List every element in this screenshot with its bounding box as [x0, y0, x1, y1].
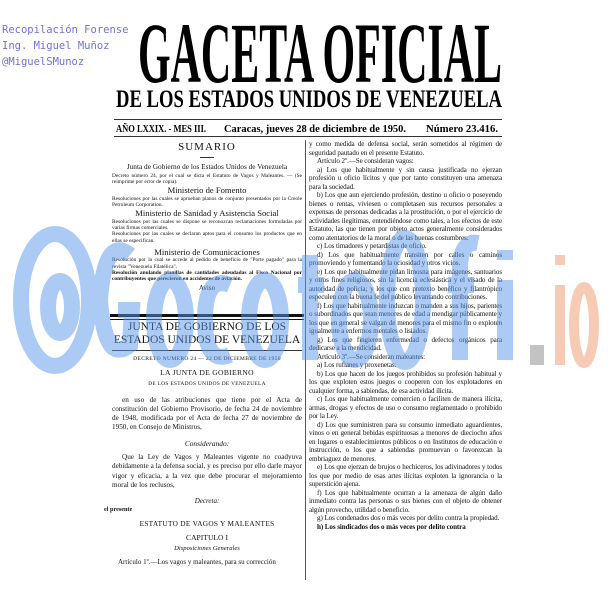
right-column	[309, 140, 502, 531]
credit-watermark	[2, 22, 134, 70]
paragraph: g) Los que fingieren enfermedad o defectos orgánicos para dedicarse a la mendicidad.	[309, 335, 502, 352]
paragraph: e) Los que habitualmente pidan limosna para imágenes, santuarios y otros fines religiosos, sin la licencia eclesiástica y el visado de la autoridad de policía; y los que con pretexto benéfico y filantrópico especulen con la buena fe del público levantando contribuciones.	[309, 267, 502, 301]
masthead-subtitle	[116, 86, 502, 112]
decree-heading: JUNTA DE GOBIERNO DE LOS ESTADOS UNIDOS DE VENEZUELA	[113, 321, 301, 346]
issue-year: AÑO LXXIX. - MES III.	[116, 124, 228, 135]
paragraph: h) Los sindicados dos o más veces por delito contra	[317, 522, 466, 531]
decree-number: DECRETO NUMERO 24 — 22 DE DICIEMBRE DE 1950	[133, 356, 281, 362]
paragraph: c) Los timadores y petardistas de oficio.	[317, 242, 427, 250]
el-presente: el presente	[104, 505, 133, 513]
decree	[104, 321, 302, 567]
decree-preamble: en uso de las atribuciones que tiene por el Acta de constitución del Gobierno Provisorio, de fecha 24 de noviembre de 1948, modificada por el Acta de fecha 27 de noviembre de 1950, en Consejo de Ministros,	[112, 395, 302, 432]
credit-line: Recopilación Forense	[2, 24, 129, 36]
masthead-title-text: GACETA OFICIAL	[138, 5, 502, 101]
sumario-item: Resoluciones por las cuales se declaran aptos para el consumo los productos que en ellas se especifican.	[112, 231, 302, 244]
paragraph: b) Los que aun ejerciendo profesión, destino u oficio o poseyendo bienes o rentas, viviesen o completasen sus recursos personales a expensas de personas dedicadas a la prostitución, o por el ejercicio de actividades ilegítimas, entendiéndose como tales, a los efectos de este Estatuto, las que tienen por objeto actos generalmente considerados como atentatorios de la moral o de las buenas costumbres.	[309, 191, 502, 242]
decreta-label: Decreta:	[194, 497, 220, 505]
paragraph: d) Los que habitualmente transiten por calles o caminos promoviendo y fomentando la ociosidad y otros vicios.	[309, 250, 502, 267]
paragraph: y como medida de defensa social, serán sometidos al régimen de seguridad pautado en el presente Estatuto.	[309, 140, 502, 157]
sumario-title: SUMARIO	[178, 141, 236, 153]
section-heading: Ministerio de Fomento	[167, 185, 247, 196]
paragraph: b) Los que hacen de los juegos prohibidos su profesión habitual y los que exploten estos juegos o cooperen con los explotadores en cualquier forma, a sabiendas, de esa actividad ilícita.	[309, 369, 502, 395]
sumario-aviso: Aviso	[198, 283, 216, 292]
paragraph: a) Los rufianes y proxenetas.	[317, 361, 397, 369]
considerando-label: Considerando:	[184, 438, 230, 448]
credit-line: @MiguelSMunoz	[2, 56, 85, 68]
decree-authority-sub: DE LOS ESTADOS UNIDOS DE VENEZUELA	[148, 381, 266, 388]
paragraph: e) Los que ejerzan de brujos o hechiceros, los adivinadores y todos los que por medio de esas artes ilícitas exploten la ignorancia o la superstición ajena.	[309, 463, 502, 488]
paragraph: d) Los que suministren para su consumo inmediato aguardientes, vinos o en general bebidas espirituosas a menores de dieciocho años en lugares o establecimientos públicos o en Institutos de educación e instrucción, o los que a sabiendas promuevan o favorezcan la embriaguez de menores.	[309, 420, 502, 463]
paragraph: Artículo 3º.—Se consideran maleantes:	[317, 352, 426, 361]
statute-title: ESTATUTO DE VAGOS Y MALEANTES	[139, 519, 275, 529]
considerando-text: Que la Ley de Vagos y Maleantes vigente no coadyuva debidamente a la defensa social, y es preciso por ello darle mayor vigor y eficacia, a la vez que debe procurar el mejoramiento moral de los reclusos,	[112, 453, 302, 489]
sumario	[112, 141, 302, 292]
sumario-item: Decreto número 24, por el cual se dicta el Estatuto de Vagos y Maleantes. — (Se reimprime por error de copia).	[112, 172, 302, 185]
paragraph: c) Los que habitualmente comercien o faciliten de manera ilícita, armas, drogas y efectos de uso o consumo reglamentado o prohibido por la Ley.	[309, 395, 502, 420]
decree-authority: LA JUNTA DE GOBIERNO	[160, 367, 254, 377]
paragraph: Artículo 2º.—Se consideran vagos:	[317, 157, 414, 165]
issue-number: Número 23.416.	[426, 124, 499, 135]
section-heading: Ministerio de Sanidad y Asistencia Social	[135, 208, 279, 219]
paragraph: f) Los que habitualmente induzcan o manden a sus hijos, parientes o subordinados que sean menores de edad a mendigar públicamente y los que en general se valgan de menores para el mismo fin o exploten igualmente a enfermos mentales o lisiados.	[309, 301, 502, 335]
article-1: Artículo 1º.—Los vagos y maleantes, para su corrección	[118, 557, 276, 566]
paragraph: f) Los que habitualmente ocurran a la amenaza de algún daño inmediato contra las personas o sus bienes con el objeto de obtener algún provecho, utilidad o beneficio.	[309, 488, 502, 514]
issue-line	[114, 122, 502, 135]
credit-line: Ing. Miguel Muñoz	[2, 40, 110, 52]
masthead-subtitle-text: DE LOS ESTADOS UNIDOS DE VENEZUELA	[116, 86, 502, 113]
section-heading: Ministerio de Comunicaciones	[154, 246, 260, 257]
chapter-title: CAPITULO I	[186, 532, 228, 542]
chapter-subtitle: Disposiciones Generales	[174, 545, 240, 553]
paragraph: a) Los que habitualmente y sin causa justificada no ejerzan profesión u oficio lícitos y que por tanto constituyen una amenaza para la sociedad.	[309, 165, 502, 191]
sumario-item: Resoluciones por las cuales se dispone se reconozcan reclamaciones formuladas por varias firmas comerciales.	[112, 218, 302, 231]
sumario-item: Resolución por la cual se accede al pedido de beneficio de "Porte pagado" para la revista "Venezuela Filatélica".	[112, 257, 302, 270]
section-heading: Junta de Gobierno de los Estados Unidos de Venezuela	[126, 162, 288, 171]
sumario-item: Resoluciones por las cuales se aprueban planos de conjunto presentados por la Creole Petroleum Corporation.	[112, 195, 302, 208]
column-divider	[305, 140, 306, 580]
section-rule	[110, 314, 304, 320]
issue-date: Caracas, jueves 28 de diciembre de 1950.	[224, 124, 407, 135]
sumario-item: Resolución anulando planillas de cantidades adeudadas al Fisco Nacional por contribuyentes que perecieron en accidentes de aviación.	[112, 269, 302, 283]
paragraph: g) Los condenados dos o más veces por delito contra la propiedad.	[317, 514, 500, 522]
